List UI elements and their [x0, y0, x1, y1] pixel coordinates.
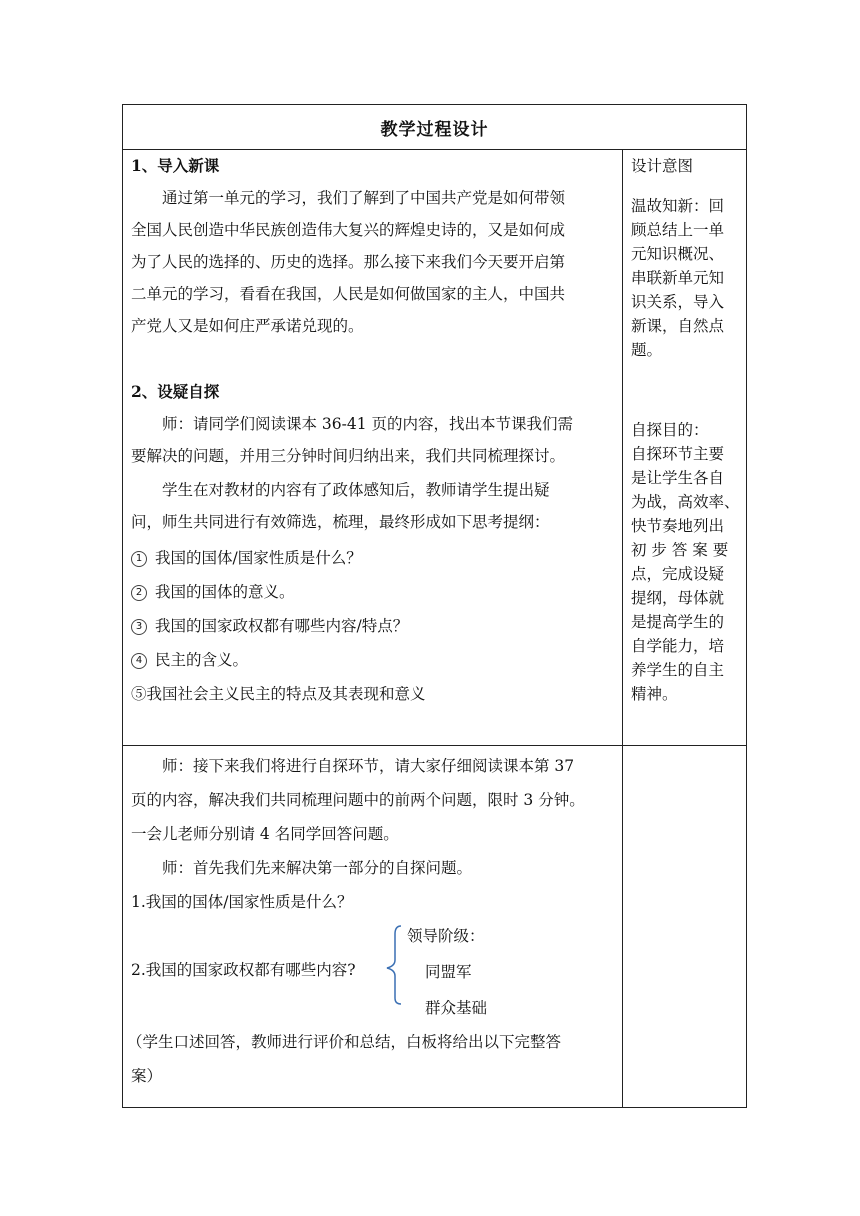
intent-block-1 — [631, 194, 743, 362]
section2-line: 师：请同学们阅读课本 36-41 页的内容，找出本节课我们需 — [162, 415, 574, 433]
intent-line: 题。 — [631, 341, 663, 359]
intent-line: 提纲，母体就 — [631, 589, 725, 607]
intent-line: 初 步 答 案 要 — [631, 541, 729, 559]
section1-line: 产党人又是如何庄严承诺兑现的。 — [131, 317, 364, 335]
outline-text: 民主的含义。 — [155, 651, 249, 669]
branch-ally: 同盟军 — [425, 963, 472, 981]
intent-line: 快节奏地列出 — [631, 517, 725, 535]
intent-line: 元知识概况、 — [631, 245, 725, 263]
section2-line: 要解决的问题，并用三分钟时间归纳出来，我们共同梳理探讨。 — [131, 447, 566, 465]
circled-number: 1 — [131, 551, 147, 567]
section3-line: 师：首先我们先来解决第一部分的自探问题。 — [162, 859, 473, 877]
process-cell-2 — [123, 746, 623, 1108]
circled-number: 2 — [131, 585, 147, 601]
section3-line: 师：接下来我们将进行自探环节，请大家仔细阅读课本第 37 — [162, 757, 575, 775]
outline-text: 我国的国体的意义。 — [155, 583, 295, 601]
outline-item-5: ⑤我国社会主义民主的特点及其表现和意义 — [131, 685, 426, 703]
intent-line: 顾总结上一单 — [631, 221, 725, 239]
section3-line: 页的内容，解决我们共同梳理问题中的前两个问题，限时 3 分钟。 — [131, 791, 585, 809]
outline-text: 我国的国家政权都有哪些内容/特点？ — [155, 617, 409, 635]
intent-line: 自学能力，培 — [631, 637, 725, 655]
intent-line: 精神。 — [631, 685, 678, 703]
intent-cell-2 — [623, 746, 747, 1108]
section3-closing: 案） — [131, 1067, 163, 1085]
intent-line: 是提高学生的 — [631, 613, 725, 631]
circled-number: 3 — [131, 619, 147, 635]
section2-line: 学生在对教材的内容有了政体感知后，教师请学生提出疑 — [162, 481, 550, 499]
section1-line: 通过第一单元的学习，我们了解到了中国共产党是如何带领 — [162, 189, 566, 207]
section1-line: 为了人民的选择的、历史的选择。那么接下来我们今天要开启第 — [131, 253, 566, 271]
outline-item-1 — [131, 542, 619, 574]
intent-line: 自探环节主要 — [631, 445, 725, 463]
section3-line: 1.我国的国体/国家性质是什么？ — [131, 893, 353, 911]
lesson-plan-table — [122, 104, 747, 1108]
section3-line: 2.我国的国家政权都有哪些内容? — [131, 961, 356, 979]
branch-leading-class: 领导阶级： — [407, 927, 485, 945]
intent-line: 温故知新：回 — [631, 197, 725, 215]
intent-line: 为战，高效率、 — [631, 493, 740, 511]
intent-line: 自探目的： — [631, 421, 709, 439]
section2-line: 问，师生共同进行有效筛选，梳理，最终形成如下思考提纲： — [131, 513, 550, 531]
branch-mass-base: 群众基础 — [425, 999, 488, 1017]
section3-line: 一会儿老师分别请 4 名同学回答问题。 — [131, 825, 399, 843]
outline-item-2 — [131, 576, 619, 608]
section1-heading: 1、导入新课 — [131, 156, 220, 175]
intent-line: 养学生的自主 — [631, 661, 725, 679]
intent-line: 是让学生各自 — [631, 469, 725, 487]
outline-text: 我国的国体/国家性质是什么？ — [155, 549, 362, 567]
intent-line: 串联新单元知 — [631, 269, 725, 287]
brace-icon — [381, 922, 405, 1006]
intent-header: 设计意图 — [631, 157, 694, 175]
intent-block-2 — [631, 418, 743, 706]
intent-line: 新课，自然点 — [631, 317, 725, 335]
section1-line: 二单元的学习，看看在我国，人民是如何做国家的主人，中国共 — [131, 285, 566, 303]
process-cell-1 — [123, 150, 623, 746]
section1-line: 全国人民创造中华民族创造伟大复兴的辉煌史诗的，又是如何成 — [131, 221, 566, 239]
outline-item-3 — [131, 610, 619, 642]
circled-number: 4 — [131, 653, 147, 669]
intent-cell-1 — [623, 150, 747, 746]
intent-line: 识关系，导入 — [631, 293, 725, 311]
section2-heading: 2、设疑自探 — [131, 382, 220, 401]
section3-closing: （学生口述回答，教师进行评价和总结，白板将给出以下完整答 — [127, 1033, 562, 1051]
table-title: 教学过程设计 — [123, 105, 747, 150]
outline-item-4 — [131, 644, 619, 676]
intent-line: 点，完成设疑 — [631, 565, 725, 583]
